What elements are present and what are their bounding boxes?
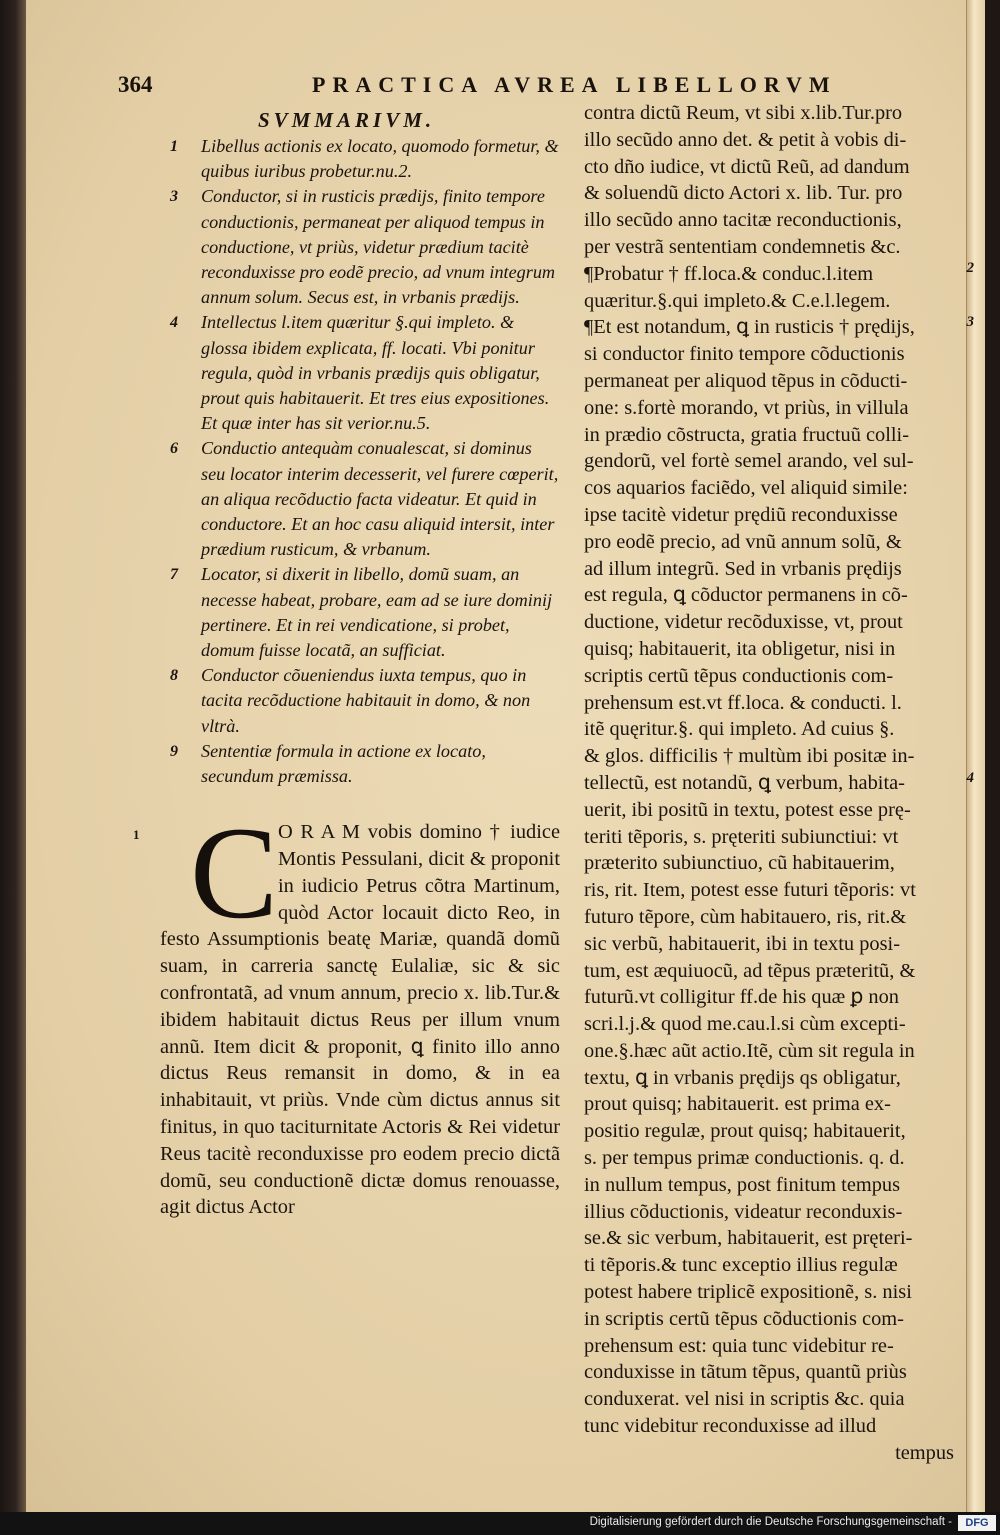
- text-line: & soluendũ dicto Actori x. lib. Tur. pro: [584, 182, 903, 205]
- text-line: teriti tẽporis, s. pręteriti subiunctiui: vt: [584, 825, 899, 848]
- left-column: [133, 106, 560, 1221]
- catchword: tempus: [895, 1441, 954, 1464]
- text-line: tunc videbitur reconduxisse ad illud: [584, 1415, 877, 1438]
- margin-note: 3: [966, 314, 974, 330]
- text-line: ¶Probatur † ff.loca.& conduc.l.item: [584, 262, 874, 285]
- margin-note: 2: [966, 260, 974, 276]
- text-line: scri.l.j.& quod me.cau.l.si cùm excepti-: [584, 1013, 906, 1036]
- summary-item: [160, 134, 560, 184]
- text-line: permaneat per aliquod tẽpus in cõducti-: [584, 369, 908, 392]
- summary-text: Sententiæ formula in actione ex locato, secundum præmissa.: [201, 740, 486, 787]
- book-spine: [0, 0, 26, 1512]
- text-line: illo secũdo anno tacitæ reconductionis,: [584, 209, 902, 232]
- text-line: scriptis certũ tẽpus conductionis com-: [584, 664, 894, 687]
- summary-number: 7: [170, 566, 178, 584]
- text-line: quisq; habitauerit, ita obligetur, nisi in: [584, 637, 896, 660]
- text-line: prout quisq; habitauerit. est prima ex-: [584, 1093, 891, 1116]
- dfg-logo: DFG: [958, 1515, 996, 1531]
- text-line: ductione, videtur recõduxisse, vt, prout: [584, 611, 903, 634]
- main-text-right: [584, 100, 974, 1440]
- text-line: futuro tẽpore, cùm habitauero, ris, rit.&: [584, 905, 907, 928]
- right-column: [584, 100, 974, 1467]
- summary-item: [160, 562, 560, 663]
- summary-number: 1: [170, 138, 178, 155]
- text-line: prehensum est: quia tunc videbitur re-: [584, 1334, 894, 1357]
- text-line: sic verbũ, habitauerit, ibi in textu posi-: [584, 932, 900, 955]
- margin-note: 4: [966, 770, 974, 786]
- summary-text: Conductor, si in rusticis prædijs, finito tempore conductionis, permaneat per aliquod tempus in conductione, vt priùs, videtur prædium tacitè reconduxisse pro eodẽ precio, ad vnum integrum annum solum. Secus est, in vrbanis prædijs.: [201, 186, 556, 308]
- text-line: tellectũ, est notandũ, ꝗ verbum, habita-: [584, 771, 905, 794]
- text-line: est regula, ꝗ cõductor permanens in cõ-: [584, 584, 908, 607]
- text-line: one: s.fortè morando, vt priùs, in villula: [584, 396, 909, 419]
- summary-number: 8: [170, 667, 178, 685]
- text-line: in scriptis certũ tẽpus cõductionis com-: [584, 1307, 904, 1330]
- summary-item: [160, 663, 560, 739]
- summary-text: Locator, si dixerit in libello, domũ suam, an necesse habeat, probare, eam ad se iure dominij pertinere. Et in rei vendicatione, si probet, domum fuisse locatã, an sufficiat.: [201, 564, 553, 661]
- text-line: cto dño iudice, vt dictũ Reũ, ad dandum: [584, 155, 910, 178]
- text-line: itẽ quęritur.§. qui impleto. Ad cuius §.: [584, 718, 895, 741]
- text-line: in nullum tempus, post finitum tempus: [584, 1173, 901, 1196]
- text-line: cos aquarios faciẽdo, vel aliquid simile:: [584, 477, 908, 500]
- text-line: pro eodẽ precio, ad vnũ annum solũ, &: [584, 530, 902, 553]
- text-line: textu, ꝗ in vrbanis prędijs qs obligatur,: [584, 1066, 901, 1089]
- footer-credit: Digitalisierung gefördert durch die Deutsche Forschungsgemeinschaft -: [589, 1516, 952, 1528]
- text-line: per vestrã sententiam condemnetis &c.: [584, 235, 901, 258]
- text-line: in prædio cõstructa, gratia fructuũ colli-: [584, 423, 910, 446]
- text-line: uerit, ibi positũ in textu, potest esse prę-: [584, 798, 911, 821]
- text-line: illius cõductionis, videatur reconduxis-: [584, 1200, 903, 1223]
- summarium-title: SVMMARIVM.: [258, 108, 436, 132]
- summary-item: [160, 310, 560, 436]
- text-line: contra dictũ Reum, vt sibi x.lib.Tur.pro: [584, 102, 903, 124]
- text-line: præterito subiunctiuo, cũ habitauerim,: [584, 852, 895, 875]
- summary-text: Libellus actionis ex locato, quomodo formetur, & quibus iuribus probetur.nu.2.: [201, 136, 559, 182]
- text-line: si conductor finito tempore cõductionis: [584, 343, 905, 366]
- page-number: 364: [118, 72, 153, 97]
- summary-number: 6: [170, 440, 178, 458]
- text-line: conduxerat. vel nisi in scriptis &c. quia: [584, 1388, 905, 1411]
- summary-number: 4: [170, 314, 178, 332]
- text-line: futurũ.vt colligitur ff.de his quæ ꝑ non: [584, 986, 899, 1009]
- text-line: illo secũdo anno det. & petit à vobis di-: [584, 128, 907, 151]
- text-line: s. per tempus primæ conductionis. q. d.: [584, 1147, 905, 1170]
- text-line: ris, rit. Item, potest esse futuri tẽporis: vt: [584, 879, 916, 902]
- summary-text: Intellectus l.item quæritur §.qui impleto. & glossa ibidem explicata, ff. locati. Vbi ponitur regula, quòd in vrbanis prædijs quis obligatur, prout quis habitauerit. Et tres eius expositiones. Et quæ inter has sit verior.nu.5.: [201, 312, 550, 434]
- text-line: tum, est æquiuocũ, ad tẽpus præteritũ, &: [584, 959, 916, 982]
- text-line: gendorũ, vel fortè semel arando, vel sul-: [584, 450, 914, 473]
- text-line: quæritur.§.qui impleto.& C.e.l.legem.: [584, 289, 891, 312]
- summary-item: [160, 436, 560, 562]
- summarium-list: [160, 134, 560, 789]
- text-line: ad illum integrũ. Sed in vrbanis prędijs: [584, 557, 902, 580]
- summary-number: 3: [170, 188, 178, 206]
- summary-text: Conductor cõueniendus iuxta tempus, quo in tacita recõductione habitauit in domo, & non vltrà.: [201, 665, 531, 736]
- text-line: one.§.hæc aũt actio.Itẽ, cùm sit regula in: [584, 1039, 915, 1062]
- text-line: conduxisse in tãtum tẽpus, quantũ priùs: [584, 1361, 907, 1384]
- text-line: ti tẽporis.& tunc exceptio illius regulæ: [584, 1254, 898, 1277]
- summary-item: [160, 184, 560, 310]
- text-line: & glos. difficilis † multùm ibi positæ in-: [584, 745, 915, 768]
- text-line: ¶Et est notandum, ꝗ in rusticis † prędijs,: [584, 316, 915, 339]
- summary-text: Conductio antequàm conualescat, si dominus seu locator interim decesserit, vel furere cœperit, an aliqua recõductio facta videatur. Et quid in conductore. Et an hoc casu aliquid intersit, inter prædium rusticum, & vrbanum.: [201, 438, 559, 560]
- margin-note: 1: [133, 827, 140, 843]
- drop-cap: C: [190, 799, 279, 947]
- summary-item: [160, 739, 560, 789]
- text-line: positio regulæ, prout quisq; habitauerit,: [584, 1120, 906, 1143]
- text-line: prehensum est.vt ff.loca. & conducti. l.: [584, 691, 902, 714]
- page-header: [118, 72, 878, 102]
- body-paragraph: O R A M vobis domino † iudice Montis Pessulani, dicit & proponit in iudicio Petrus cõtra Martinum, quòd Actor locauit dicto Reo, in festo Assumptionis beatę Mariæ, quandã domũ suam, in carreria sanctę Eulaliæ, sic & sic confrontatã, ad vnum annum, precio x. lib.Tur.& ibidem habitauit dictus Reus per illum vnum annũ. Item dicit & proponit, ꝗ finito illo anno dictus Reus remansit in domo, & in ea inhabitauit, vt priùs. Vnde cùm dictus annus sit finitus, in quo taciturnitate Actoris & Rei videtur Reus tacitè reconduxisse pro eodem precio dictã domũ, seu conductionẽ dictæ domus renouasse, agit dictus Actor: [160, 821, 560, 1219]
- text-line: ipse tacitè videtur prędiũ reconduxisse: [584, 503, 898, 526]
- summary-number: 9: [170, 742, 178, 760]
- running-head: PRACTICA AVREA LIBELLORVM: [312, 72, 837, 97]
- main-text-left: [133, 799, 560, 1221]
- text-line: se.& sic verbum, habitauerit, est pręteri-: [584, 1227, 913, 1250]
- text-line: potest habere triplicẽ expositionẽ, s. nisi: [584, 1281, 912, 1304]
- digitization-footer: [0, 1512, 1000, 1535]
